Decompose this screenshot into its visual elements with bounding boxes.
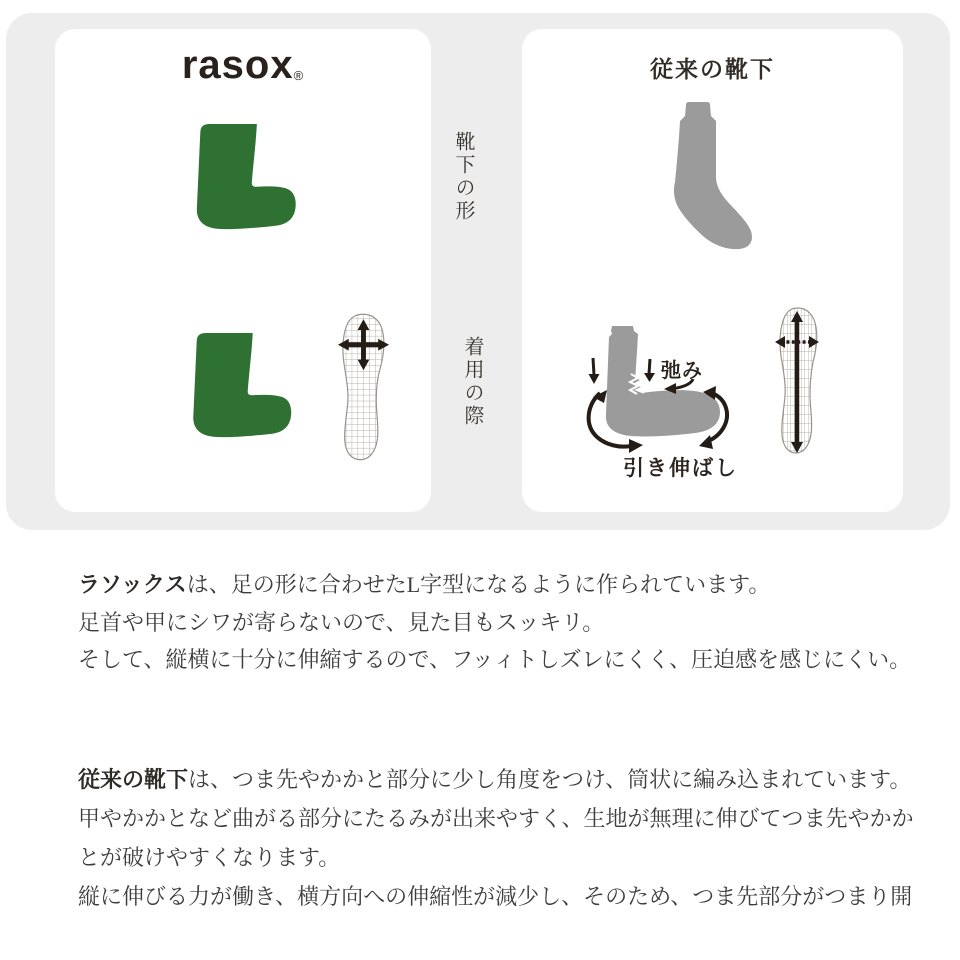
conventional-description: [78, 760, 960, 916]
registered-mark: ®: [293, 68, 305, 83]
stretch-label: 引き伸ばし: [623, 457, 738, 480]
conventional-panel-title: 従来の靴下: [650, 56, 775, 82]
conventional-lead-text: 従来の靴下: [78, 767, 189, 792]
text-line: 縦に伸びる力が働き、横方向への伸縮性が減少し、そのため、つま先部分がつまり開: [78, 884, 913, 909]
row-label-when-worn: 着用の際: [461, 336, 483, 428]
footprint-stretched-grid-icon: [773, 306, 821, 456]
rasox-l-sock-icon: [184, 122, 298, 241]
text-line: とが破けやすくなります。: [78, 845, 341, 870]
conventional-sock-icon: [667, 100, 773, 258]
slack-label: 弛み: [661, 360, 703, 382]
rasox-description: [78, 566, 960, 679]
rasox-panel: [55, 29, 431, 512]
comparison-diagram: [6, 13, 950, 530]
conventional-panel: [522, 29, 903, 512]
row-label-sock-shape: 靴下の形: [452, 131, 474, 223]
text-line: 従来の靴下は、つま先やかかと部分に少し角度をつけ、筒状に編み込まれています。: [78, 767, 912, 792]
text-line: そして、縦横に十分に伸縮するので、フッィトしズレにくく、圧迫感を感じにくい。: [78, 647, 912, 672]
rasox-logo-text: rasox: [181, 43, 294, 87]
rasox-logo: [55, 45, 431, 85]
footprint-even-grid-icon: [334, 312, 391, 462]
rasox-l-sock-worn-icon: [182, 330, 292, 450]
text-line: 甲やかかとなど曲がる部分にたるみが出来やすく、生地が無理に伸びてつま先やかか: [78, 806, 914, 831]
text-line: ラソックスは、足の形に合わせたL字型になるように作られています。: [78, 572, 771, 597]
rasox-lead-text: ラソックス: [78, 572, 187, 597]
conventional-sock-worn-icon: [579, 322, 739, 457]
text-line: 足首や甲にシワが寄らないので、見た目もスッキリ。: [78, 609, 605, 635]
